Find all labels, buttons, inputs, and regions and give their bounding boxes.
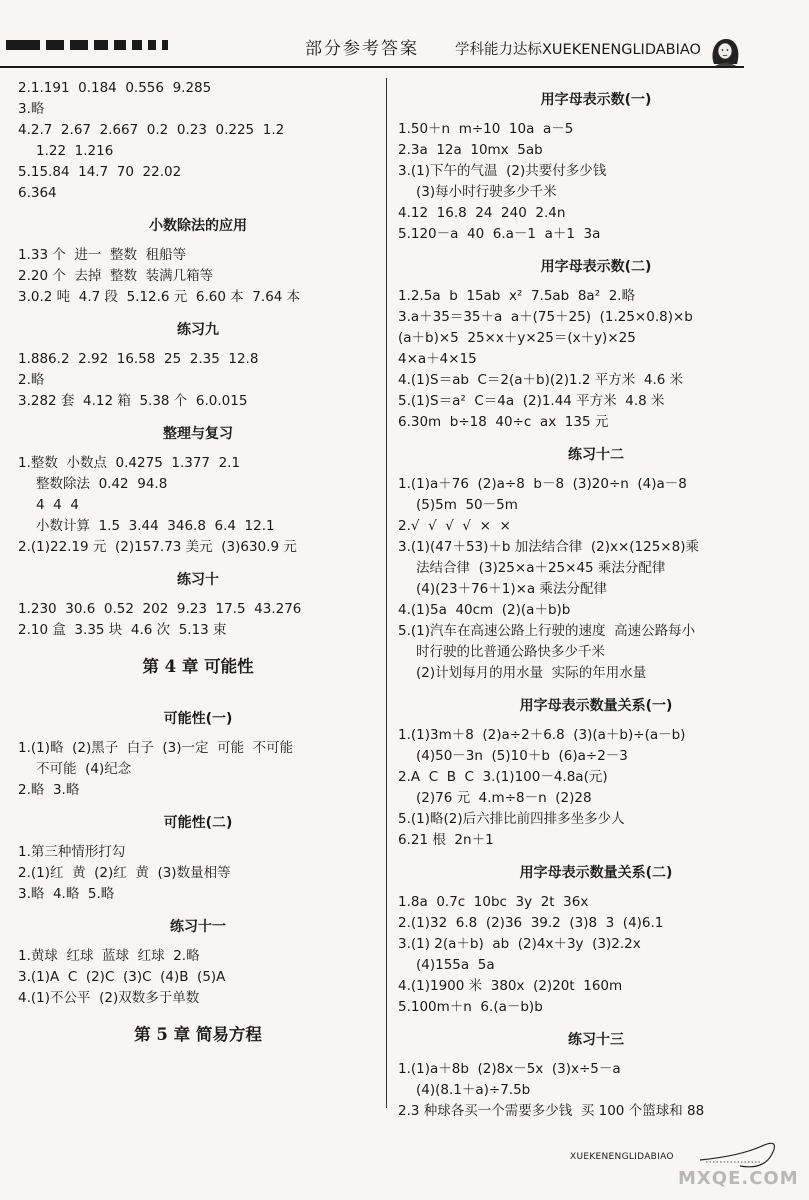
answer-line: 2.3 种球各买一个需要多少钱 买 100 个篮球和 88	[398, 1103, 705, 1119]
answer-line: 1.(1)a＋8b (2)8x－5x (3)x÷5－a	[398, 1061, 621, 1077]
answer-line: (4)(23＋76＋1)×a 乘法分配律	[416, 581, 607, 597]
answer-line: 4.2.7 2.67 2.667 0.2 0.23 0.225 1.2	[18, 122, 285, 138]
answer-line: (3)每小时行驶多少千米	[416, 184, 557, 200]
answer-line: 3.(1)下午的气温 (2)共要付多少钱	[398, 163, 607, 179]
answer-line: 5.15.84 14.7 70 22.02	[18, 164, 182, 180]
answer-line: 3.(1) 2(a＋b) ab (2)4x＋3y (3)2.2x	[398, 936, 641, 952]
answer-line: 4.12 16.8 24 240 2.4n	[398, 205, 566, 221]
answer-line: 2.A C B C 3.(1)100－4.8a(元)	[398, 769, 608, 785]
girl-illustration-icon	[704, 34, 746, 68]
series-title: 学科能力达标XUEKENENGLIDABIAO	[455, 42, 701, 58]
section-heading: 练习十一	[170, 919, 226, 935]
section-heading: 可能性(一)	[163, 711, 233, 727]
header-decoration-bars	[6, 40, 168, 50]
answer-line: 2.(1)22.19 元 (2)157.73 美元 (3)630.9 元	[18, 539, 297, 555]
answer-line: 5.(1)汽车在高速公路上行驶的速度 高速公路每小	[398, 623, 696, 639]
answer-line: 6.21 根 2n＋1	[398, 832, 494, 848]
section-heading: 小数除法的应用	[149, 218, 247, 234]
answer-line: 5.120－a 40 6.a－1 a＋1 3a	[398, 226, 601, 242]
footer-brand: XUEKENENGLIDABIAO	[570, 1152, 674, 1162]
answer-line: 2.√ √ √ √ × ×	[398, 518, 511, 534]
section-heading: 练习十三	[568, 1032, 624, 1048]
section-heading: 用字母表示数量关系(一)	[519, 698, 673, 714]
answer-line: 4.(1)5a 40cm (2)(a＋b)b	[398, 602, 571, 618]
page-footer	[560, 1120, 809, 1190]
answer-line: 法结合律 (3)25×a＋25×45 乘法分配律	[416, 560, 666, 576]
answer-line: 5.(1)略(2)后六排比前四排多坐多少人	[398, 811, 625, 827]
answer-line: 3.(1)(47＋53)＋b 加法结合律 (2)x×(125×8)乘	[398, 539, 699, 555]
answer-line: 1.(1)3m＋8 (2)a÷2＋6.8 (3)(a＋b)÷(a－b)	[398, 727, 686, 743]
section-heading: 用字母表示数量关系(二)	[519, 865, 673, 881]
answer-line: (4)(8.1＋a)÷7.5b	[416, 1082, 531, 1098]
answer-line: 1.50＋n m÷10 10a a－5	[398, 121, 574, 137]
answer-line: 2.(1)32 6.8 (2)36 39.2 (3)8 3 (4)6.1	[398, 915, 664, 931]
answer-line: 3.略 4.略 5.略	[18, 886, 115, 902]
section-heading: 可能性(二)	[163, 815, 233, 831]
section-heading: 练习十二	[568, 447, 624, 463]
page-title: 部分参考答案	[305, 39, 419, 59]
answer-line: 小数计算 1.5 3.44 346.8 6.4 12.1	[36, 518, 275, 534]
answer-line: 2.10 盒 3.35 块 4.6 次 5.13 束	[18, 622, 227, 638]
answer-line: 3.略	[18, 101, 45, 117]
answer-line: 3.282 套 4.12 箱 5.38 个 6.0.015	[18, 393, 248, 409]
answer-line: 1.230 30.6 0.52 202 9.23 17.5 43.276	[18, 601, 302, 617]
answer-line: 4.(1)不公平 (2)双数多于单数	[18, 990, 200, 1006]
answer-line: 2.1.191 0.184 0.556 9.285	[18, 80, 212, 96]
watermark-text: MXQE.COM	[678, 1168, 799, 1189]
column-divider	[386, 78, 387, 1108]
answer-line: 4×a＋4×15	[398, 351, 477, 367]
answer-line: 1.2.5a b 15ab x² 7.5ab 8a² 2.略	[398, 288, 636, 304]
answer-line: 1.22 1.216	[36, 143, 114, 159]
answer-line: 2.(1)红 黄 (2)红 黄 (3)数量相等	[18, 865, 231, 881]
section-heading: 练习十	[177, 572, 219, 588]
answer-line: (5)5m 50－5m	[416, 497, 518, 513]
answer-line: (2)计划每月的用水量 实际的年用水量	[416, 665, 647, 681]
answer-line: 1.886.2 2.92 16.58 25 2.35 12.8	[18, 351, 259, 367]
section-heading: 用字母表示数(一)	[540, 92, 652, 108]
answer-line: 1.整数 小数点 0.4275 1.377 2.1	[18, 455, 241, 471]
header-rule	[0, 66, 744, 68]
answer-line: 3.0.2 吨 4.7 段 5.12.6 元 6.60 本 7.64 本	[18, 289, 301, 305]
answer-line: 1.第三种情形打勾	[18, 844, 126, 860]
section-heading: 整理与复习	[163, 426, 233, 442]
answer-line: 6.30m b÷18 40÷c ax 135 元	[398, 414, 609, 430]
right-column	[398, 78, 794, 1122]
answer-line: (4)50－3n (5)10＋b (6)a÷2－3	[416, 748, 628, 764]
answer-line: (a＋b)×5 25×x＋y×25＝(x＋y)×25	[398, 330, 636, 346]
chapter-heading: 第 4 章 可能性	[142, 657, 254, 676]
section-heading: 用字母表示数(二)	[540, 259, 652, 275]
answer-line: 1.黄球 红球 蓝球 红球 2.略	[18, 948, 200, 964]
answer-line: 2.略	[18, 372, 45, 388]
answer-line: 3.(1)A C (2)C (3)C (4)B (5)A	[18, 969, 226, 985]
answer-line: 1.33 个 进一 整数 租船等	[18, 247, 187, 263]
answer-line: 1.(1)略 (2)黑子 白子 (3)一定 可能 不可能	[18, 740, 294, 756]
answer-line: (4)155a 5a	[416, 957, 495, 973]
answer-line: 4.(1)S＝ab C＝2(a＋b)(2)1.2 平方米 4.6 米	[398, 372, 684, 388]
answer-line: 3.a＋35＝35＋a a＋(75＋25) (1.25×0.8)×b	[398, 309, 693, 325]
answer-line: 4.(1)1900 米 380x (2)20t 160m	[398, 978, 623, 994]
answer-line: 2.20 个 去掉 整数 装满几箱等	[18, 268, 214, 284]
answer-line: 整数除法 0.42 94.8	[36, 476, 168, 492]
answer-line: 1.8a 0.7c 10bc 3y 2t 36x	[398, 894, 589, 910]
answer-line: 2.3a 12a 10mx 5ab	[398, 142, 543, 158]
answer-line: 6.364	[18, 185, 57, 201]
answer-line: 时行驶的比普通公路快多少千米	[416, 644, 605, 660]
page-header	[0, 0, 809, 80]
section-heading: 练习九	[177, 322, 219, 338]
answer-line: 不可能 (4)纪念	[36, 761, 132, 777]
chapter-heading: 第 5 章 简易方程	[134, 1025, 262, 1044]
answer-line: 2.略 3.略	[18, 782, 80, 798]
answer-line: 1.(1)a＋76 (2)a÷8 b－8 (3)20÷n (4)a－8	[398, 476, 687, 492]
answer-line: (2)76 元 4.m÷8－n (2)28	[416, 790, 592, 806]
left-column	[18, 78, 378, 1047]
answer-line: 4 4 4	[36, 497, 79, 513]
answer-line: 5.(1)S＝a² C＝4a (2)1.44 平方米 4.8 米	[398, 393, 665, 409]
answer-line: 5.100m＋n 6.(a－b)b	[398, 999, 543, 1015]
